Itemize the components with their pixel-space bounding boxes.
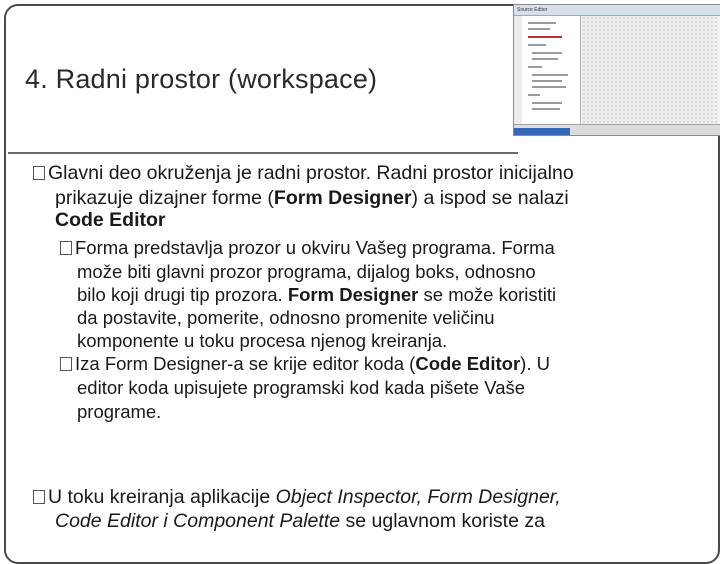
sub-bullet-2-line-3: programe. [77, 401, 162, 422]
bullet-text: se može koristiti [418, 284, 557, 305]
bullet-1 [33, 162, 574, 185]
bullet-text: se uglavnom koriste za [340, 510, 545, 532]
ide-screenshot [513, 4, 720, 136]
code-line [532, 80, 562, 82]
sub-bullet-1-line-2: može biti glavni prozor programa, dijalog boks, odnosno [77, 261, 536, 282]
slide-title: 4. Radni prostor (workspace) [25, 64, 378, 94]
code-line [528, 66, 542, 68]
bullet-marker-icon [60, 357, 72, 371]
bullet-text: prikazuje dizajner forme ( [55, 187, 274, 209]
bullet-1-line-2 [55, 187, 569, 210]
bullet-text: Glavni deo okruženja je radni prostor. Radni prostor inicijalno [48, 162, 574, 184]
bullet-text-italic: Code Editor i Component Palette [55, 510, 341, 532]
code-line [528, 44, 546, 46]
bullet-text-bold: Form Designer [273, 187, 412, 209]
bullet-text: bilo koji drugi tip prozora. [77, 284, 288, 305]
bullet-text: U toku kreiranja aplikacije [48, 486, 276, 508]
code-line [528, 22, 556, 24]
bullet-text: Forma predstavlja prozor u okviru Vašeg programa. Forma [75, 237, 555, 258]
sub-bullet-2-line-2: editor koda upisujete programski kod kada pišete Vaše [77, 377, 526, 398]
bullet-marker-icon [60, 241, 72, 255]
code-line [528, 94, 540, 96]
sub-bullet-2 [60, 352, 550, 375]
bullet-text: ). U [520, 353, 550, 374]
code-line [532, 86, 566, 88]
bullet-text: ) a ispod se nalazi [411, 187, 569, 209]
sub-bullet-1-line-3 [77, 283, 556, 306]
bullet-text-italic: Object Inspector, Form Designer, [275, 486, 561, 508]
code-line [528, 28, 550, 30]
sub-bullet-1 [60, 236, 555, 259]
screenshot-code-editor [514, 16, 581, 124]
screenshot-form-designer [582, 16, 718, 124]
sub-bullet-1-line-5: komponente u toku procesa njenog kreiranja. [77, 330, 448, 351]
bullet-2 [33, 486, 561, 509]
code-line [532, 52, 562, 54]
code-line [532, 102, 562, 104]
bullet-marker-icon [33, 166, 45, 180]
code-line-highlight [528, 36, 562, 38]
bullet-1-line-3: Code Editor [55, 209, 166, 231]
sub-bullet-1-line-4: da postavite, pomerite, odnosno promenite veličinu [77, 307, 495, 328]
screenshot-titlebar: Source Editor [514, 5, 720, 16]
bullet-text: Iza Form Designer-a se krije editor koda ( [75, 353, 416, 374]
title-divider [8, 152, 518, 154]
bullet-text-bold: Code Editor [415, 353, 521, 374]
screenshot-taskbar [514, 128, 570, 135]
bullet-marker-icon [33, 490, 45, 504]
bullet-text-bold: Form Designer [287, 284, 419, 305]
code-line [532, 58, 558, 60]
screenshot-gutter [514, 16, 522, 124]
code-line [532, 74, 568, 76]
bullet-2-line-2 [55, 510, 545, 533]
code-line [532, 108, 560, 110]
